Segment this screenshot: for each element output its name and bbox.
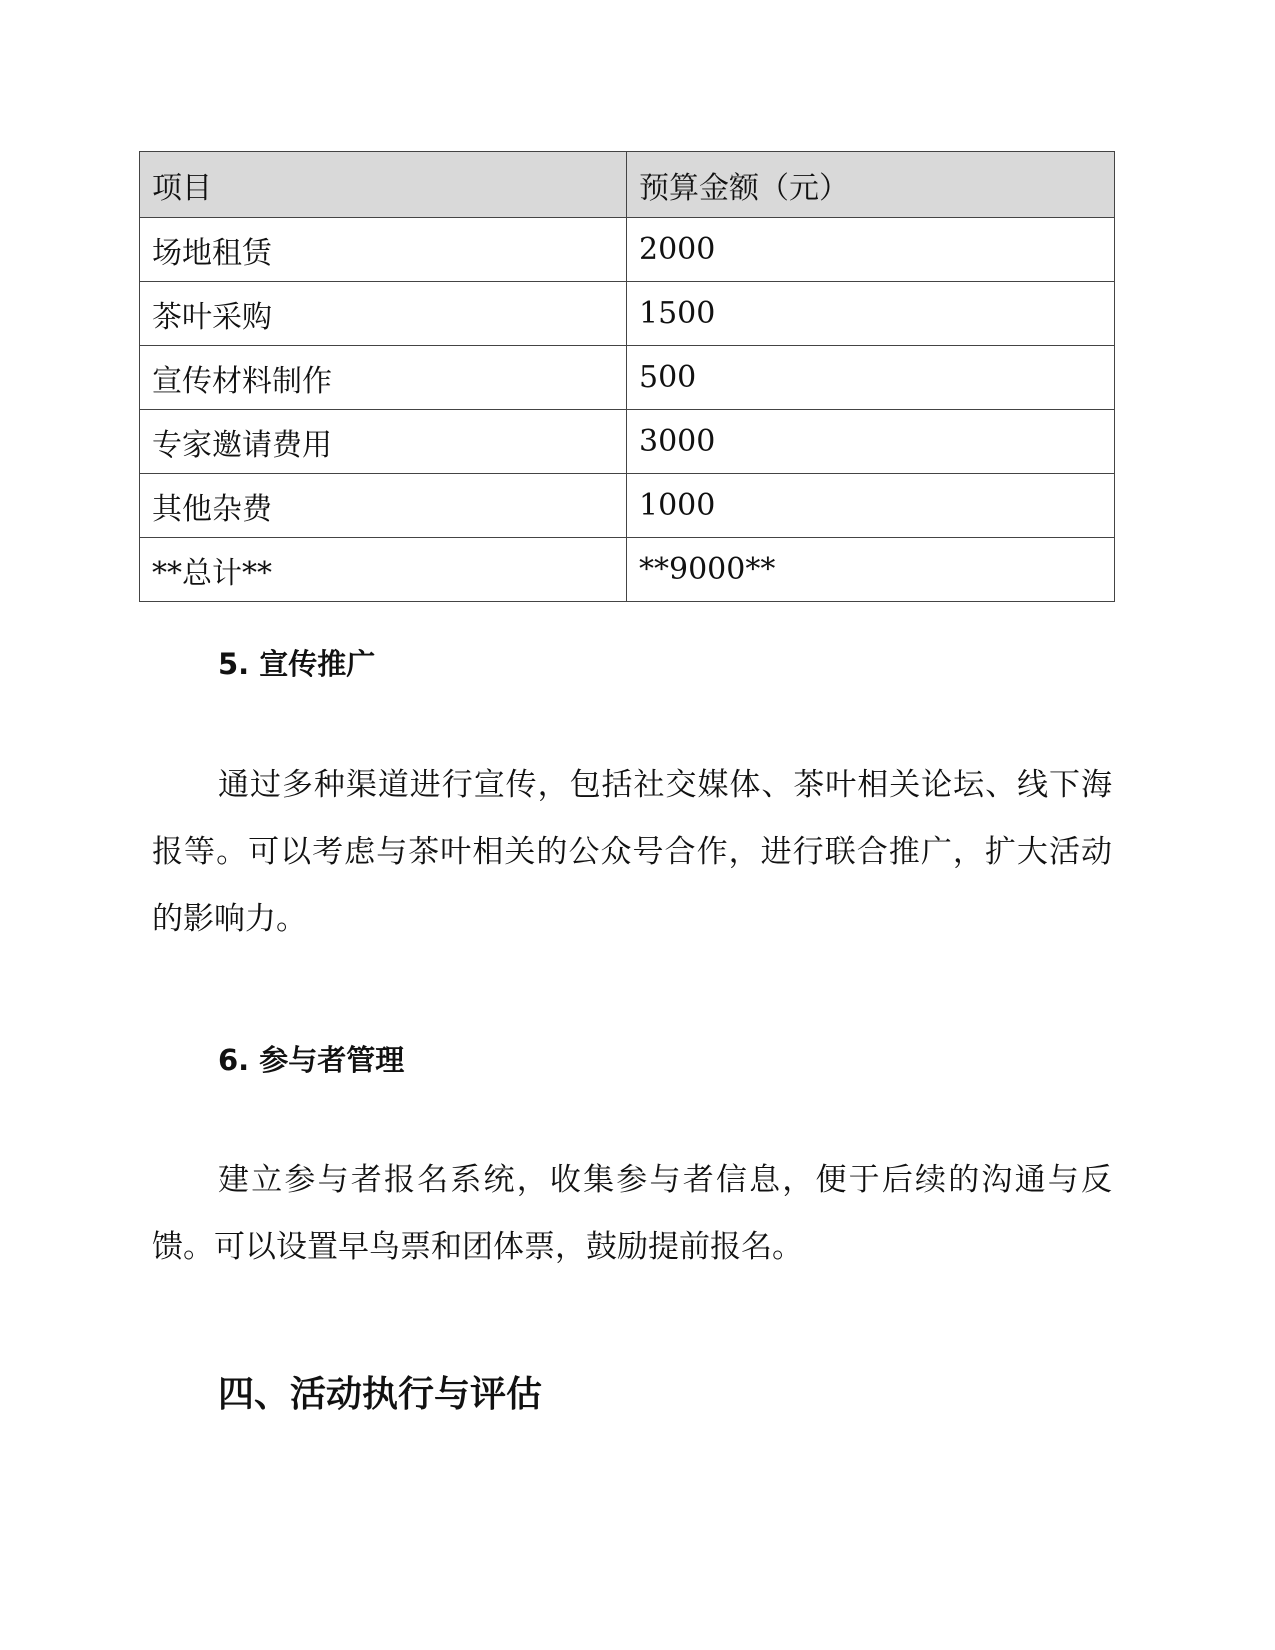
section-6-heading: 6. 参与者管理 [218, 1043, 405, 1077]
section-6-body: 建立参与者报名系统，收集参与者信息，便于后续的沟通与反馈。可以设置早鸟票和团体票，鼓励提前报名。 [152, 1162, 1112, 1265]
row-amount: 2000 [627, 218, 1115, 282]
table-header-row [140, 152, 1115, 218]
table-row-total [140, 538, 1115, 602]
section-5-heading: 5. 宣传推广 [218, 647, 376, 681]
row-amount: 3000 [627, 410, 1115, 474]
row-amount: 500 [627, 346, 1115, 410]
row-amount: 1000 [627, 474, 1115, 538]
table-row [140, 474, 1115, 538]
header-item: 项目 [140, 152, 627, 218]
row-item: **总计** [140, 538, 627, 602]
row-item: 茶叶采购 [140, 282, 627, 346]
row-amount: **9000** [627, 538, 1115, 602]
header-amount: 预算金额（元） [627, 152, 1115, 218]
row-item: 场地租赁 [140, 218, 627, 282]
row-item: 专家邀请费用 [140, 410, 627, 474]
table-row [140, 282, 1115, 346]
table-row [140, 346, 1115, 410]
budget-table [139, 151, 1115, 602]
chapter-4-heading: 四、活动执行与评估 [218, 1374, 543, 1415]
row-amount: 1500 [627, 282, 1115, 346]
section-5-body: 通过多种渠道进行宣传，包括社交媒体、茶叶相关论坛、线下海报等。可以考虑与茶叶相关的公众号合作，进行联合推广，扩大活动的影响力。 [152, 767, 1112, 937]
row-item: 宣传材料制作 [140, 346, 627, 410]
table-row [140, 410, 1115, 474]
table-row [140, 218, 1115, 282]
row-item: 其他杂费 [140, 474, 627, 538]
